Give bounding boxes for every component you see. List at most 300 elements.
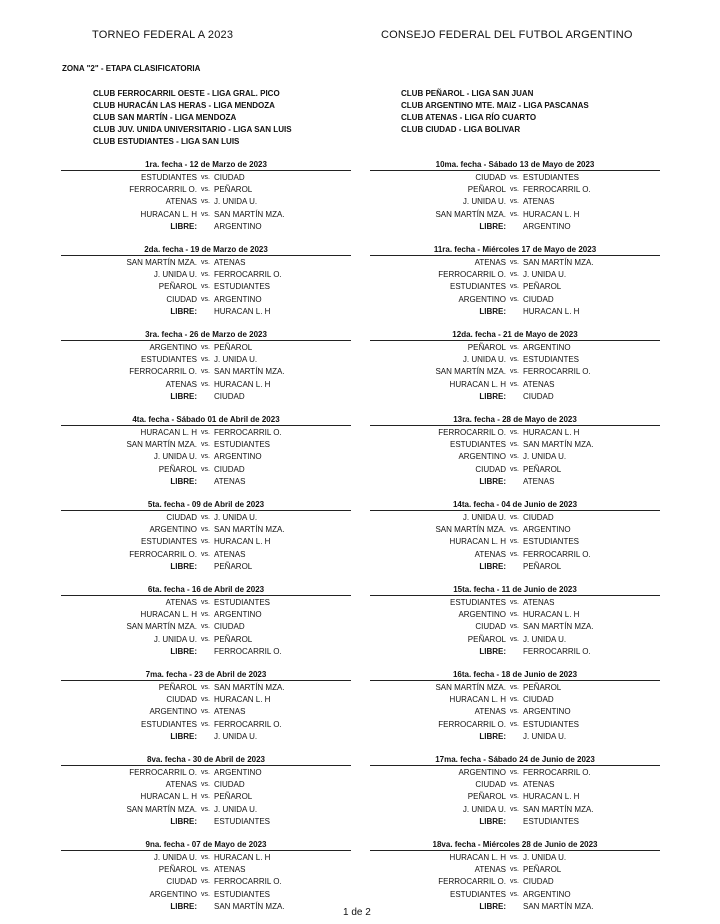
away-team: ESTUDIANTES — [523, 173, 580, 182]
bye-team: PEÑAROL — [214, 561, 253, 571]
away-team: ARGENTINO — [523, 343, 571, 352]
matchday-block — [370, 244, 660, 329]
home-team: ESTUDIANTES — [140, 719, 197, 729]
away-team: SAN MARTÍN MZA. — [523, 440, 594, 450]
home-team: FERROCARRIL O. — [438, 270, 506, 280]
vs-label: vs. — [510, 611, 519, 619]
bye-row — [370, 221, 660, 233]
away-team: ARGENTINO — [523, 525, 571, 535]
home-team: CIUDAD — [475, 464, 506, 474]
match-row — [370, 172, 660, 184]
vs-label: vs. — [201, 526, 210, 534]
away-team: ARGENTINO — [214, 294, 262, 304]
home-team: J. UNIDA U. — [462, 513, 506, 522]
matchday-title: 15ta. fecha - 11 de Junio de 2023 — [453, 585, 577, 594]
away-team: PEÑAROL — [523, 464, 562, 474]
match-row — [61, 889, 351, 901]
match-row — [370, 366, 660, 378]
away-team: PEÑAROL — [214, 343, 253, 352]
away-team: FERROCARRIL O. — [214, 877, 282, 887]
match-row — [61, 354, 351, 366]
vs-label: vs. — [201, 283, 210, 291]
match-row — [370, 767, 660, 779]
bye-label: LIBRE: — [479, 731, 506, 741]
vs-label: vs. — [510, 538, 519, 546]
matchday-title: 18va. fecha - Miércoles 28 de Junio de 2023 — [432, 840, 598, 849]
home-team: J. UNIDA U. — [153, 452, 197, 462]
matchday-divider — [370, 255, 660, 256]
home-team: ESTUDIANTES — [140, 173, 197, 182]
away-team: FERROCARRIL O. — [214, 428, 282, 437]
away-team: ATENAS — [523, 197, 555, 207]
match-row — [370, 852, 660, 864]
vs-label: vs. — [510, 441, 519, 449]
home-team: J. UNIDA U. — [153, 634, 197, 644]
vs-label: vs. — [201, 259, 210, 266]
bye-row — [61, 901, 351, 913]
bye-label: LIBRE: — [170, 561, 197, 571]
away-team: PEÑAROL — [523, 282, 562, 292]
vs-label: vs. — [201, 623, 210, 631]
tournament-title: TORNEO FEDERAL A 2023 — [92, 29, 234, 41]
vs-label: vs. — [510, 635, 519, 643]
home-team: SAN MARTÍN MZA. — [126, 258, 197, 267]
home-team: FERROCARRIL O. — [129, 768, 197, 777]
matchday-title: 13ra. fecha - 28 de Mayo de 2023 — [453, 415, 577, 424]
vs-label: vs. — [201, 684, 210, 691]
matchday-title: 10ma. fecha - Sábado 13 de Mayo de 2023 — [435, 160, 595, 169]
bye-team: ATENAS — [214, 476, 246, 486]
away-team: ARGENTINO — [214, 768, 262, 777]
home-team: PEÑAROL — [467, 634, 506, 644]
bye-label: LIBRE: — [170, 221, 197, 231]
bye-label: LIBRE: — [170, 731, 197, 741]
home-team: ARGENTINO — [458, 610, 506, 620]
club-entry: CLUB FERROCARRIL OESTE - LIGA GRAL. PICO — [93, 89, 280, 98]
home-team: FERROCARRIL O. — [438, 719, 506, 729]
home-team: J. UNIDA U. — [462, 804, 506, 814]
bye-row — [61, 816, 351, 828]
matchday-block — [61, 839, 351, 924]
bye-team: J. UNIDA U. — [523, 731, 567, 741]
match-row — [61, 379, 351, 391]
vs-label: vs. — [510, 368, 519, 376]
away-team: HURACAN L. H — [523, 610, 580, 620]
match-row — [370, 536, 660, 548]
matchday-divider — [61, 765, 351, 766]
bye-team: ARGENTINO — [214, 221, 262, 231]
home-team: ESTUDIANTES — [140, 355, 197, 365]
clubs-list-left — [93, 88, 292, 148]
match-row — [370, 706, 660, 718]
matchday-title: 12da. fecha - 21 de Mayo de 2023 — [452, 330, 578, 339]
matchday-block — [61, 414, 351, 499]
matchday-divider — [61, 850, 351, 851]
vs-label: vs. — [201, 465, 210, 473]
vs-label: vs. — [510, 429, 519, 436]
away-team: ESTUDIANTES — [523, 537, 580, 547]
match-row — [61, 512, 351, 524]
bye-row — [370, 306, 660, 318]
away-team: FERROCARRIL O. — [523, 367, 591, 377]
vs-label: vs. — [510, 380, 519, 388]
vs-label: vs. — [201, 720, 210, 728]
vs-label: vs. — [510, 623, 519, 631]
match-row — [370, 621, 660, 633]
bye-row — [370, 816, 660, 828]
away-team: SAN MARTÍN MZA. — [523, 804, 594, 814]
bye-team: FERROCARRIL O. — [214, 646, 282, 656]
fixture-column-right — [370, 159, 660, 924]
away-team: J. UNIDA U. — [523, 270, 567, 280]
home-team: PEÑAROL — [467, 792, 506, 802]
home-team: CIUDAD — [475, 173, 506, 182]
vs-label: vs. — [201, 708, 210, 716]
match-row — [61, 342, 351, 354]
away-team: HURACAN L. H — [523, 209, 580, 219]
club-entry: CLUB ATENAS - LIGA RÍO CUARTO — [401, 113, 537, 122]
home-team: CIUDAD — [166, 877, 197, 887]
match-row — [370, 512, 660, 524]
vs-label: vs. — [510, 186, 519, 194]
away-team: J. UNIDA U. — [214, 197, 258, 207]
match-row — [370, 294, 660, 306]
match-row — [61, 269, 351, 281]
home-team: HURACAN L. H — [140, 792, 197, 802]
match-row — [370, 864, 660, 876]
vs-label: vs. — [510, 720, 519, 728]
away-team: ATENAS — [523, 780, 555, 790]
home-team: SAN MARTÍN MZA. — [435, 683, 506, 692]
home-team: SAN MARTÍN MZA. — [126, 622, 197, 632]
home-team: FERROCARRIL O. — [438, 877, 506, 887]
vs-label: vs. — [510, 465, 519, 473]
vs-label: vs. — [510, 344, 519, 351]
matchday-title: 8va. fecha - 30 de Abril de 2023 — [147, 755, 265, 764]
matchday-title: 3ra. fecha - 26 de Marzo de 2023 — [145, 330, 267, 339]
match-row — [370, 609, 660, 621]
matchday-divider — [61, 510, 351, 511]
vs-label: vs. — [201, 866, 210, 874]
away-team: CIUDAD — [523, 513, 554, 522]
vs-label: vs. — [510, 708, 519, 716]
away-team: ESTUDIANTES — [523, 719, 580, 729]
away-team: SAN MARTÍN MZA. — [214, 683, 285, 692]
home-team: SAN MARTÍN MZA. — [435, 525, 506, 535]
club-entry: CLUB ARGENTINO MTE. MAIZ - LIGA PASCANAS — [401, 101, 589, 110]
away-team: ATENAS — [214, 549, 246, 559]
away-team: J. UNIDA U. — [214, 355, 258, 365]
vs-label: vs. — [510, 271, 519, 279]
vs-label: vs. — [201, 429, 210, 436]
matchday-divider — [61, 425, 351, 426]
vs-label: vs. — [510, 453, 519, 461]
bye-row — [61, 731, 351, 743]
bye-row — [61, 306, 351, 318]
matchday-divider — [61, 255, 351, 256]
matchday-title: 5ta. fecha - 09 de Abril de 2023 — [147, 500, 265, 509]
bye-team: ESTUDIANTES — [214, 816, 271, 826]
home-team: ARGENTINO — [458, 768, 506, 777]
matchday-block — [61, 669, 351, 754]
home-team: PEÑAROL — [158, 683, 197, 692]
away-team: ATENAS — [214, 865, 246, 875]
home-team: J. UNIDA U. — [462, 355, 506, 365]
vs-label: vs. — [201, 769, 210, 776]
matchday-title: 4ta. fecha - Sábado 01 de Abril de 2023 — [132, 415, 280, 424]
match-row — [370, 524, 660, 536]
match-row — [61, 767, 351, 779]
matchday-divider — [370, 340, 660, 341]
home-team: J. UNIDA U. — [462, 197, 506, 207]
match-row — [370, 269, 660, 281]
matchday-block — [61, 584, 351, 669]
match-row — [370, 281, 660, 293]
home-team: ARGENTINO — [149, 343, 197, 352]
federation-title: CONSEJO FEDERAL DEL FUTBOL ARGENTINO — [381, 29, 633, 41]
vs-label: vs. — [201, 793, 210, 801]
home-team: ATENAS — [474, 707, 506, 717]
match-row — [61, 184, 351, 196]
bye-row — [61, 391, 351, 403]
bye-team: J. UNIDA U. — [214, 731, 258, 741]
home-team: ESTUDIANTES — [449, 889, 506, 899]
home-team: HURACAN L. H — [140, 209, 197, 219]
match-row — [61, 536, 351, 548]
away-team: ESTUDIANTES — [214, 282, 271, 292]
matchday-title: 1ra. fecha - 12 de Marzo de 2023 — [145, 160, 267, 169]
home-team: ATENAS — [165, 197, 197, 207]
matchday-block — [370, 839, 660, 924]
match-row — [370, 694, 660, 706]
away-team: J. UNIDA U. — [523, 634, 567, 644]
vs-label: vs. — [510, 878, 519, 886]
bye-label: LIBRE: — [170, 816, 197, 826]
away-team: ESTUDIANTES — [214, 598, 271, 607]
bye-row — [370, 476, 660, 488]
bye-label: LIBRE: — [479, 306, 506, 316]
home-team: PEÑAROL — [467, 185, 506, 195]
matchday-title: 7ma. fecha - 23 de Abril de 2023 — [145, 670, 267, 679]
fixture-column-left — [61, 159, 351, 924]
matchday-divider — [370, 765, 660, 766]
home-team: ESTUDIANTES — [449, 598, 506, 607]
vs-label: vs. — [201, 854, 210, 861]
away-team: PEÑAROL — [214, 792, 253, 802]
home-team: CIUDAD — [475, 622, 506, 632]
away-team: CIUDAD — [523, 695, 554, 705]
bye-team: CIUDAD — [214, 391, 245, 401]
match-row — [61, 597, 351, 609]
home-team: FERROCARRIL O. — [438, 428, 506, 437]
match-row — [370, 464, 660, 476]
clubs-list-right — [401, 88, 589, 136]
vs-label: vs. — [201, 878, 210, 886]
vs-label: vs. — [201, 186, 210, 194]
match-row — [370, 719, 660, 731]
match-row — [370, 549, 660, 561]
matchday-divider — [61, 680, 351, 681]
vs-label: vs. — [510, 599, 519, 606]
home-team: SAN MARTÍN MZA. — [126, 440, 197, 450]
home-team: PEÑAROL — [158, 282, 197, 292]
home-team: J. UNIDA U. — [153, 270, 197, 280]
match-row — [61, 852, 351, 864]
home-team: CIUDAD — [166, 513, 197, 522]
away-team: PEÑAROL — [214, 185, 253, 195]
bye-team: SAN MARTÍN MZA. — [523, 901, 594, 911]
home-team: ARGENTINO — [149, 889, 197, 899]
match-row — [370, 682, 660, 694]
home-team: HURACAN L. H — [449, 853, 506, 862]
matchday-block — [61, 754, 351, 839]
bye-row — [370, 646, 660, 658]
away-team: ARGENTINO — [523, 707, 571, 717]
vs-label: vs. — [510, 866, 519, 874]
bye-team: ARGENTINO — [523, 221, 571, 231]
home-team: J. UNIDA U. — [153, 853, 197, 862]
match-row — [61, 549, 351, 561]
home-team: HURACAN L. H — [449, 537, 506, 547]
vs-label: vs. — [201, 599, 210, 606]
vs-label: vs. — [510, 283, 519, 291]
away-team: J. UNIDA U. — [214, 513, 258, 522]
bye-label: LIBRE: — [170, 476, 197, 486]
match-row — [61, 804, 351, 816]
matchday-divider — [61, 340, 351, 341]
matchday-divider — [61, 595, 351, 596]
match-row — [61, 294, 351, 306]
match-row — [370, 889, 660, 901]
away-team: CIUDAD — [523, 877, 554, 887]
match-row — [61, 719, 351, 731]
match-row — [370, 779, 660, 791]
vs-label: vs. — [510, 769, 519, 776]
vs-label: vs. — [201, 890, 210, 898]
bye-row — [370, 901, 660, 913]
match-row — [61, 427, 351, 439]
vs-label: vs. — [510, 684, 519, 691]
zone-heading: ZONA "2" - ETAPA CLASIFICATORIA — [62, 64, 201, 73]
match-row — [370, 451, 660, 463]
match-row — [370, 209, 660, 221]
home-team: CIUDAD — [166, 294, 197, 304]
page-indicator: 1 de 2 — [343, 907, 371, 918]
matchday-block — [61, 329, 351, 414]
away-team: ATENAS — [523, 598, 555, 607]
matchday-block — [370, 329, 660, 414]
away-team: HURACAN L. H — [214, 853, 271, 862]
matchday-title: 9na. fecha - 07 de Mayo de 2023 — [145, 840, 267, 849]
match-row — [370, 597, 660, 609]
match-row — [61, 876, 351, 888]
match-row — [61, 634, 351, 646]
vs-label: vs. — [510, 854, 519, 861]
home-team: CIUDAD — [166, 695, 197, 705]
matchday-title: 6ta. fecha - 16 de Abril de 2023 — [147, 585, 265, 594]
bye-label: LIBRE: — [479, 391, 506, 401]
bye-row — [61, 221, 351, 233]
match-row — [61, 791, 351, 803]
home-team: HURACAN L. H — [449, 695, 506, 705]
vs-label: vs. — [201, 368, 210, 376]
bye-label: LIBRE: — [479, 561, 506, 571]
matchday-divider — [370, 680, 660, 681]
away-team: SAN MARTÍN MZA. — [523, 258, 594, 267]
match-row — [61, 694, 351, 706]
vs-label: vs. — [201, 210, 210, 218]
away-team: CIUDAD — [214, 173, 245, 182]
bye-label: LIBRE: — [479, 646, 506, 656]
home-team: HURACAN L. H — [449, 379, 506, 389]
away-team: FERROCARRIL O. — [523, 185, 591, 195]
away-team: PEÑAROL — [523, 865, 562, 875]
away-team: J. UNIDA U. — [523, 452, 567, 462]
matchday-block — [61, 244, 351, 329]
match-row — [370, 184, 660, 196]
vs-label: vs. — [510, 805, 519, 813]
vs-label: vs. — [201, 295, 210, 303]
away-team: J. UNIDA U. — [523, 853, 567, 862]
match-row — [61, 281, 351, 293]
away-team: HURACAN L. H — [523, 792, 580, 802]
away-team: PEÑAROL — [214, 634, 253, 644]
match-row — [61, 621, 351, 633]
bye-team: HURACAN L. H — [523, 306, 580, 316]
away-team: FERROCARRIL O. — [214, 719, 282, 729]
matchday-block — [370, 499, 660, 584]
home-team: PEÑAROL — [158, 464, 197, 474]
match-row — [370, 379, 660, 391]
home-team: ARGENTINO — [149, 525, 197, 535]
away-team: HURACAN L. H — [523, 428, 580, 437]
away-team: CIUDAD — [523, 294, 554, 304]
away-team: FERROCARRIL O. — [214, 270, 282, 280]
bye-team: HURACAN L. H — [214, 306, 271, 316]
bye-row — [61, 561, 351, 573]
match-row — [370, 791, 660, 803]
matchday-divider — [370, 850, 660, 851]
home-team: ESTUDIANTES — [449, 440, 506, 450]
matchday-block — [61, 159, 351, 244]
match-row — [370, 439, 660, 451]
matchday-title: 16ta. fecha - 18 de Junio de 2023 — [452, 670, 578, 679]
matchday-divider — [61, 170, 351, 171]
away-team: CIUDAD — [214, 622, 245, 632]
home-team: FERROCARRIL O. — [129, 549, 197, 559]
vs-label: vs. — [510, 198, 519, 206]
club-entry: CLUB CIUDAD - LIGA BOLIVAR — [401, 125, 521, 134]
matchday-divider — [370, 170, 660, 171]
bye-team: FERROCARRIL O. — [523, 646, 591, 656]
vs-label: vs. — [201, 781, 210, 789]
match-row — [61, 706, 351, 718]
matchday-block — [370, 669, 660, 754]
home-team: FERROCARRIL O. — [129, 367, 197, 377]
bye-team: SAN MARTÍN MZA. — [214, 901, 285, 911]
home-team: ARGENTINO — [458, 294, 506, 304]
vs-label: vs. — [510, 514, 519, 521]
vs-label: vs. — [510, 259, 519, 266]
bye-label: LIBRE: — [170, 306, 197, 316]
bye-team: ESTUDIANTES — [523, 816, 580, 826]
matchday-block — [61, 499, 351, 584]
home-team: HURACAN L. H — [140, 610, 197, 620]
home-team: PEÑAROL — [467, 343, 506, 352]
match-row — [61, 609, 351, 621]
match-row — [61, 257, 351, 269]
matchday-block — [370, 584, 660, 669]
